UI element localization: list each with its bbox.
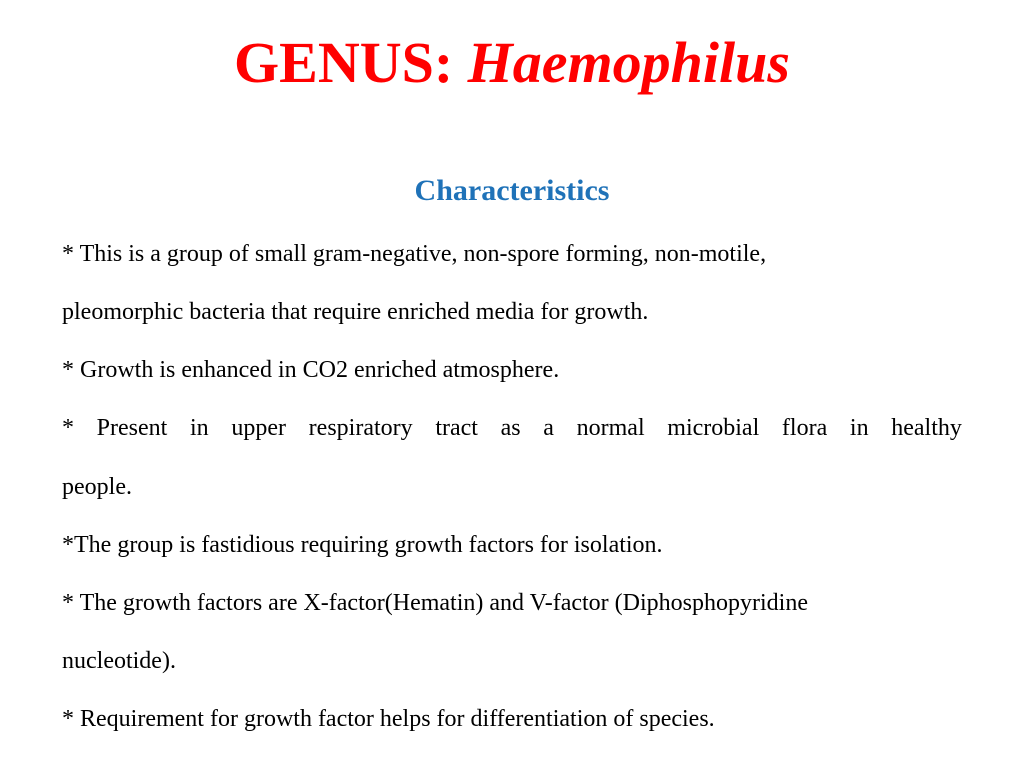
bullet-line-6: *The group is fastidious requiring growth factors for isolation.: [62, 532, 663, 558]
bullet-line-5: people.: [62, 474, 132, 500]
word: tract: [435, 415, 478, 441]
word: respiratory: [308, 415, 413, 441]
bullet-line-4: [62, 413, 962, 443]
word: flora: [781, 415, 828, 441]
word: in: [190, 415, 209, 441]
word: Present: [96, 415, 168, 441]
word: *: [62, 415, 74, 441]
bullet-line-3: * Growth is enhanced in CO2 enriched atmosphere.: [62, 357, 560, 383]
word: healthy: [891, 415, 962, 441]
bullet-line-1: * This is a group of small gram-negative, non-spore forming, non-motile,: [62, 241, 767, 267]
word: normal: [576, 415, 645, 441]
bullet-line-9: * Requirement for growth factor helps for differentiation of species.: [62, 706, 715, 732]
word: a: [543, 415, 554, 441]
word: upper: [231, 415, 286, 441]
title-genus-name: Haemophilus: [467, 30, 790, 95]
word: microbial: [667, 415, 760, 441]
word: as: [500, 415, 521, 441]
section-heading: Characteristics: [414, 174, 610, 207]
bullet-line-8: nucleotide).: [62, 648, 176, 674]
title-prefix: GENUS:: [234, 30, 454, 95]
bullet-line-2: pleomorphic bacteria that require enriched media for growth.: [62, 299, 649, 325]
bullet-line-7: * The growth factors are X-factor(Hematin) and V-factor (Diphosphopyridine: [62, 590, 808, 616]
word: in: [849, 415, 869, 441]
slide-title: [0, 28, 1024, 98]
